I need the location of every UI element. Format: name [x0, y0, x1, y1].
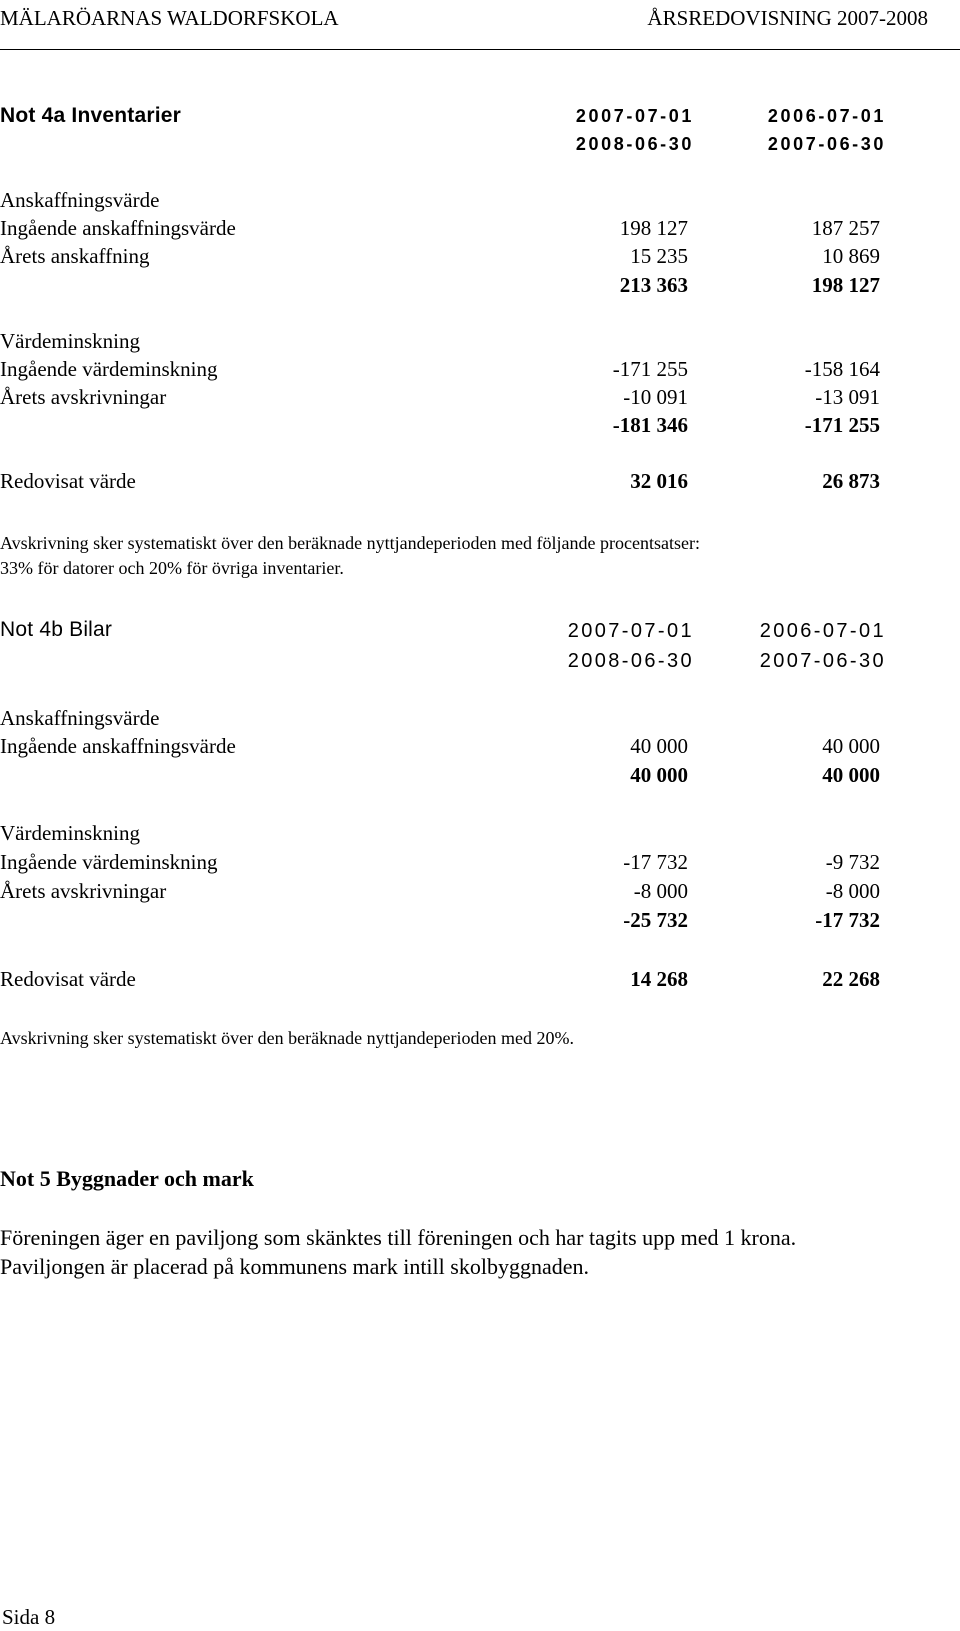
note-4b-row-label: Redovisat värde	[0, 967, 136, 991]
note-4b-title: Not 4b Bilar	[0, 618, 113, 641]
note-4a-row-value-prior: -13 091	[815, 385, 880, 409]
note-4a-row-label: Anskaffningsvärde	[0, 188, 160, 212]
note-4a-row-value-current: -10 091	[623, 385, 688, 409]
note-4b-row-value-current: 40 000	[630, 734, 688, 758]
header-divider	[0, 49, 960, 50]
note-4a-row-label: Ingående värdeminskning	[0, 357, 218, 381]
note-4b-subtotal-prior: -17 732	[815, 908, 880, 932]
note-4b-depreciation-text: Avskrivning sker systematiskt över den beräknade nyttjandeperioden med 20%.	[0, 1028, 575, 1048]
note-4a-row-label: Årets avskrivningar	[0, 385, 167, 409]
note-4b-subtotal-current: -25 732	[623, 908, 688, 932]
note-4b-carrying-value-current: 14 268	[630, 967, 688, 991]
note-4a-row-label: Årets anskaffning	[0, 244, 150, 268]
note-5-text: Paviljongen är placerad på kommunens mark intill skolbyggnaden.	[0, 1254, 589, 1279]
note-4b-row-value-current: -17 732	[623, 850, 688, 874]
note-4b-subtotal-current: 40 000	[630, 763, 688, 787]
note-4a-row-value-current: -171 255	[612, 357, 688, 381]
note-4a-row-label: Ingående anskaffningsvärde	[0, 216, 236, 240]
note-4b-row-label: Värdeminskning	[0, 821, 140, 845]
header-school-name: MÄLARÖARNAS WALDORFSKOLA	[0, 6, 339, 30]
note-4b-row-value-current: -8 000	[633, 879, 688, 903]
note-4a-col2-end: 2007-06-30	[767, 134, 886, 154]
note-4a-row-value-prior: -158 164	[804, 357, 880, 381]
note-4a-col1-end: 2008-06-30	[575, 134, 694, 154]
note-4b-col1-end: 2008-06-30	[567, 650, 694, 672]
note-5-title: Not 5 Byggnader och mark	[0, 1166, 254, 1191]
note-4a-row-value-prior: 10 869	[822, 244, 880, 268]
note-4a-depreciation-text: Avskrivning sker systematiskt över den beräknade nyttjandeperioden med följande procentsatser:	[0, 533, 700, 553]
note-4b-col1-start: 2007-07-01	[567, 620, 694, 642]
note-4b-row-value-prior: 40 000	[822, 734, 880, 758]
note-4a-depreciation-text: 33% för datorer och 20% för övriga inventarier.	[0, 558, 344, 578]
note-4a-row-label: Värdeminskning	[0, 329, 140, 353]
note-4a-subtotal-prior: -171 255	[804, 413, 880, 437]
note-4a-title: Not 4a Inventarier	[0, 104, 181, 127]
note-4b-row-value-prior: -9 732	[825, 850, 880, 874]
page-number: Sida 8	[2, 1605, 56, 1629]
note-4b-row-label: Årets avskrivningar	[0, 879, 167, 903]
note-4b-subtotal-prior: 40 000	[822, 763, 880, 787]
note-4b-row-label: Ingående anskaffningsvärde	[0, 734, 236, 758]
note-4b-carrying-value-prior: 22 268	[822, 967, 880, 991]
note-4b-col2-end: 2007-06-30	[759, 650, 886, 672]
note-4a-row-value-prior: 187 257	[811, 216, 880, 240]
header-report-title: ÅRSREDOVISNING 2007-2008	[647, 6, 928, 30]
note-4b-row-label: Ingående värdeminskning	[0, 850, 218, 874]
note-4a-col2-start: 2006-07-01	[767, 106, 886, 126]
note-4a-row-label: Redovisat värde	[0, 469, 136, 493]
note-5-text: Föreningen äger en paviljong som skänktes till föreningen och har tagits upp med 1 krona.	[0, 1225, 797, 1250]
note-4b-row-value-prior: -8 000	[825, 879, 880, 903]
note-4b-col2-start: 2006-07-01	[759, 620, 886, 642]
note-4a-subtotal-current: -181 346	[612, 413, 688, 437]
note-4a-subtotal-prior: 198 127	[811, 273, 880, 297]
note-4a-subtotal-current: 213 363	[619, 273, 688, 297]
note-4a-carrying-value-current: 32 016	[630, 469, 688, 493]
note-4a-carrying-value-prior: 26 873	[822, 469, 880, 493]
note-4a-row-value-current: 198 127	[619, 216, 688, 240]
note-4a-col1-start: 2007-07-01	[575, 106, 694, 126]
note-4a-row-value-current: 15 235	[630, 244, 688, 268]
note-4b-row-label: Anskaffningsvärde	[0, 706, 160, 730]
